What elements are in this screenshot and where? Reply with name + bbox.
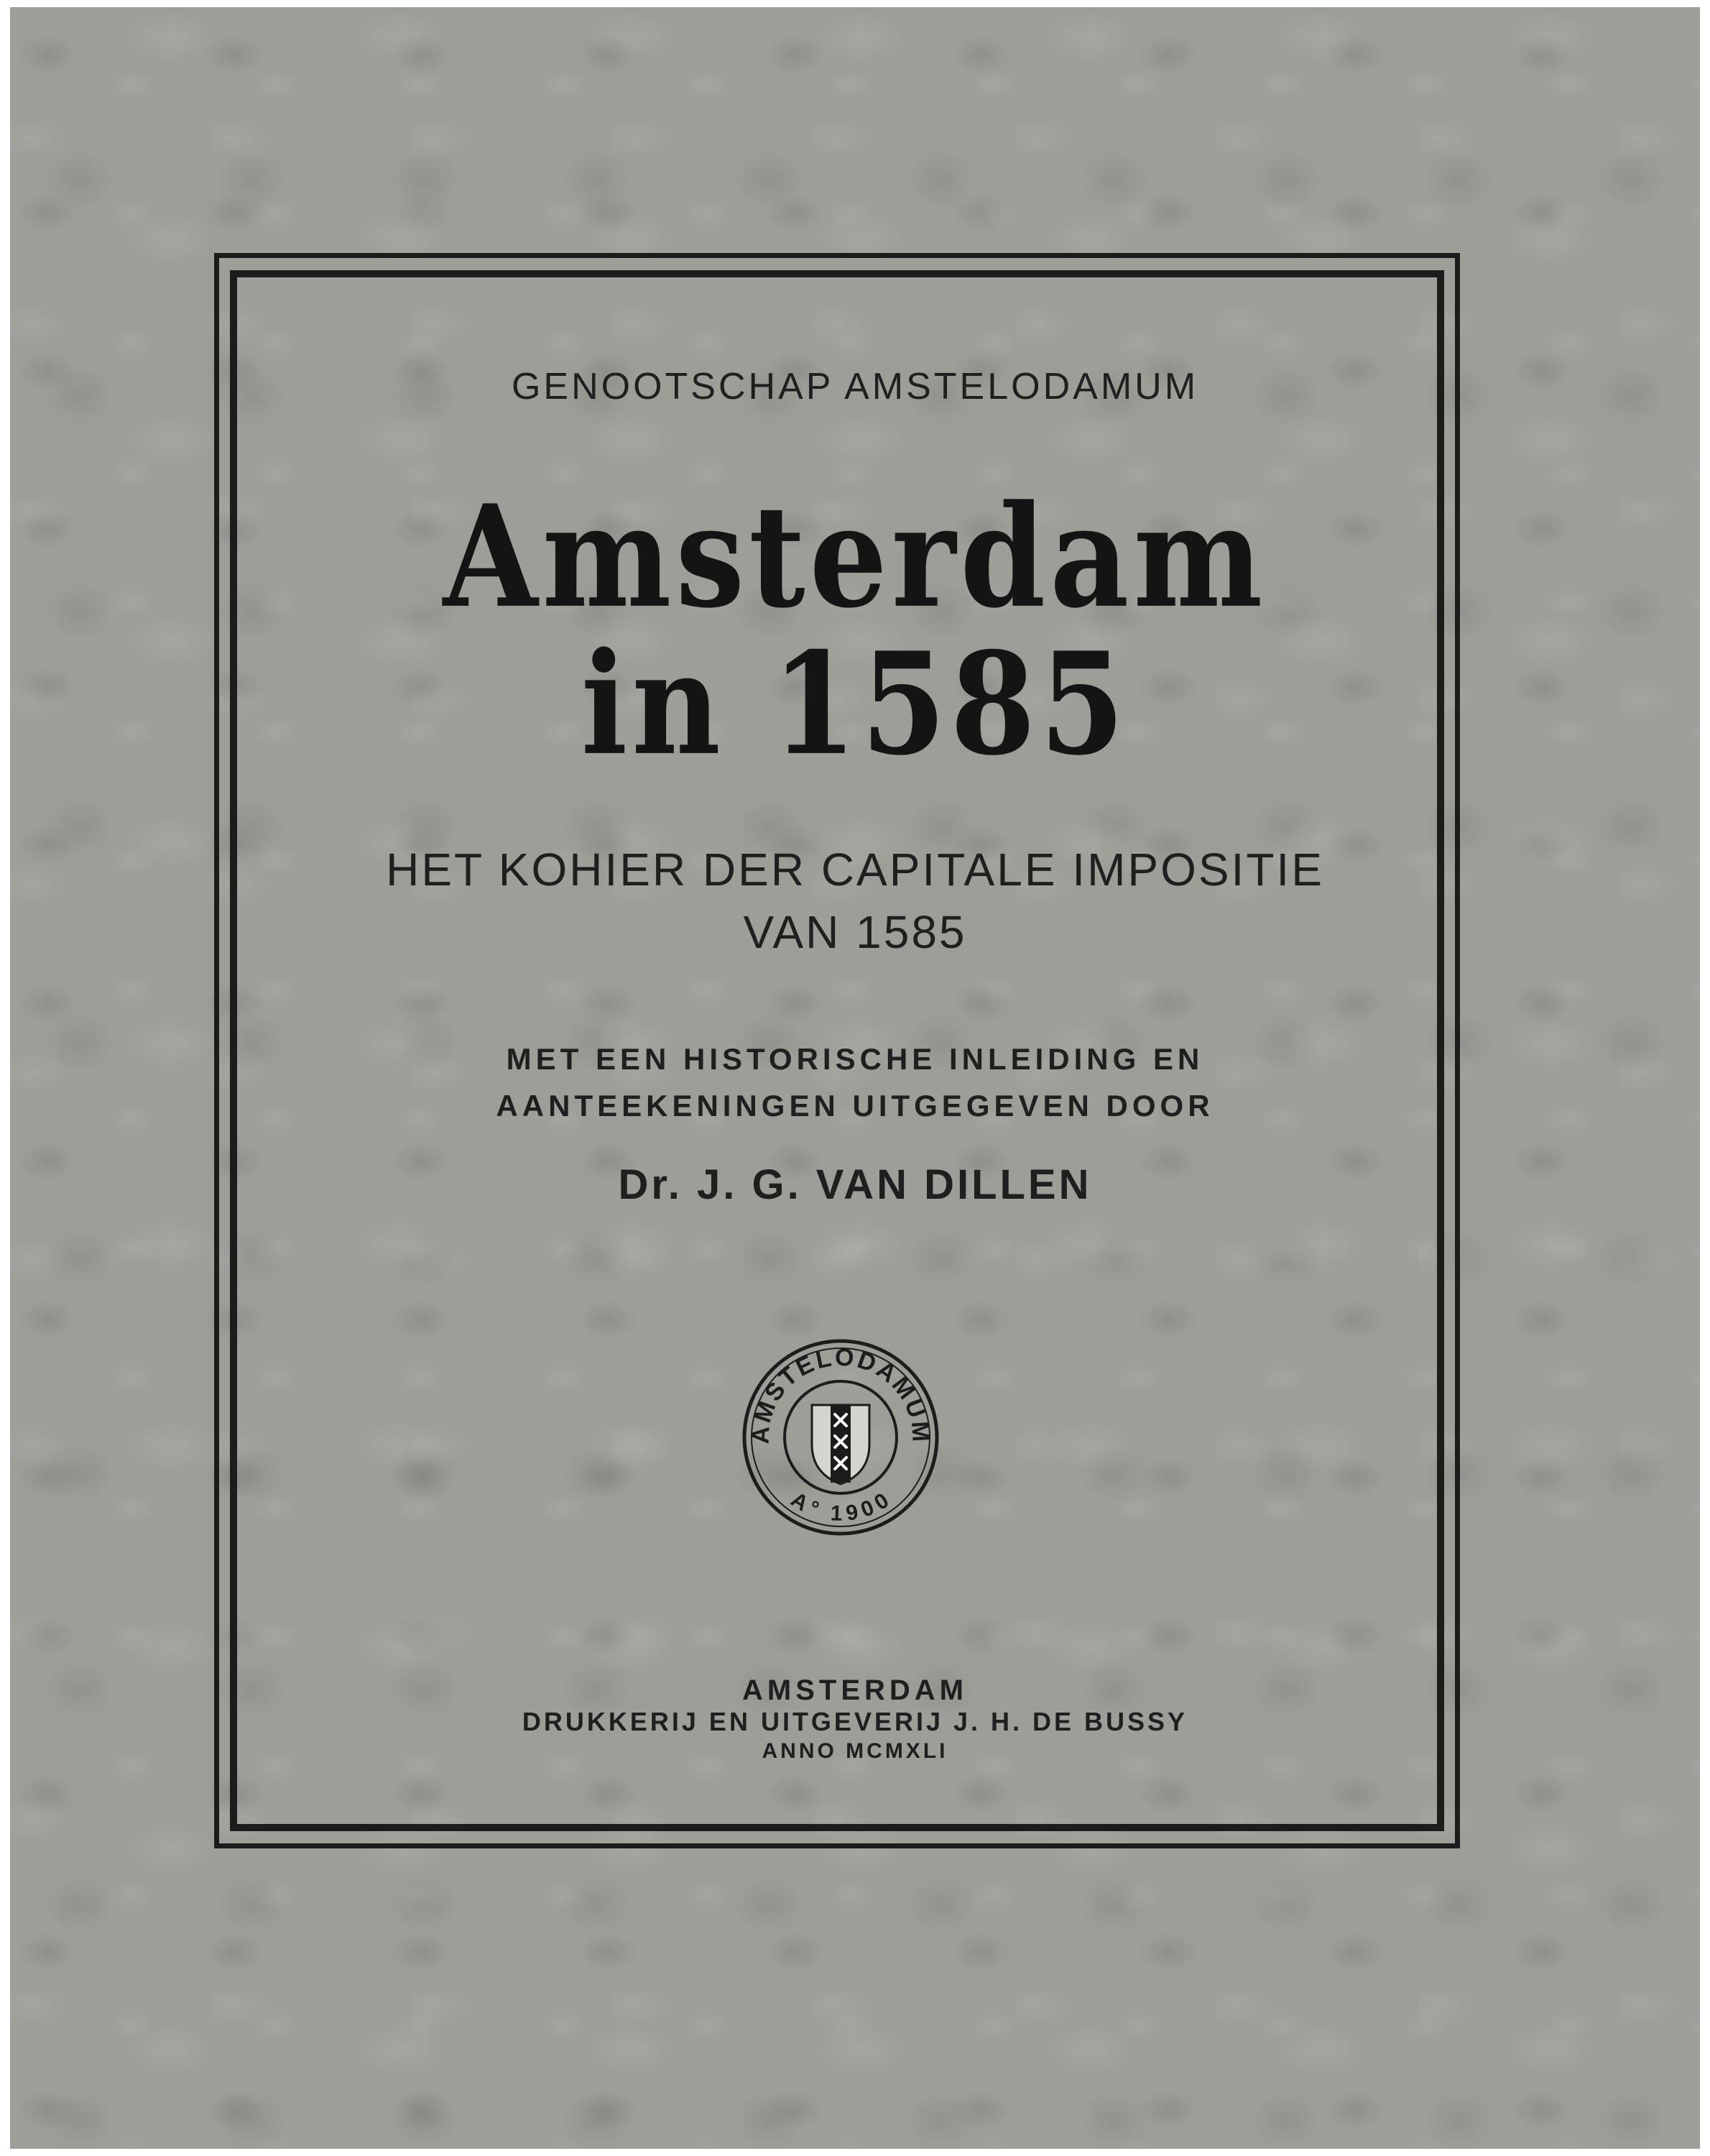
author-name: Dr. J. G. VAN DILLEN — [618, 1161, 1092, 1208]
subtitle-line-1: HET KOHIER DER CAPITALE IMPOSITIE — [386, 844, 1324, 895]
imprint-city: AMSTERDAM — [742, 1674, 968, 1706]
amstelodamum-seal-icon — [740, 1337, 941, 1538]
subtitle-line-2: VAN 1585 — [743, 906, 967, 958]
seal-ring-text: AMSTELODAMUM — [747, 1343, 935, 1445]
intro-line-1: MET EEN HISTORISCHE INLEIDING EN — [506, 1042, 1204, 1076]
title-line-2: in 1585 — [581, 622, 1129, 787]
intro-line-2: AANTEEKENINGEN UITGEGEVEN DOOR — [496, 1089, 1214, 1123]
imprint-year: ANNO MCMXLI — [762, 1739, 948, 1763]
imprint-publisher: DRUKKERIJ EN UITGEVERIJ J. H. DE BUSSY — [522, 1707, 1188, 1736]
society-name: GENOOTSCHAP AMSTELODAMUM — [511, 366, 1199, 407]
seal-year-text: A° 1900 — [786, 1487, 895, 1526]
title-line-1: Amsterdam — [443, 474, 1267, 640]
amsterdam-shield-icon — [812, 1405, 869, 1484]
